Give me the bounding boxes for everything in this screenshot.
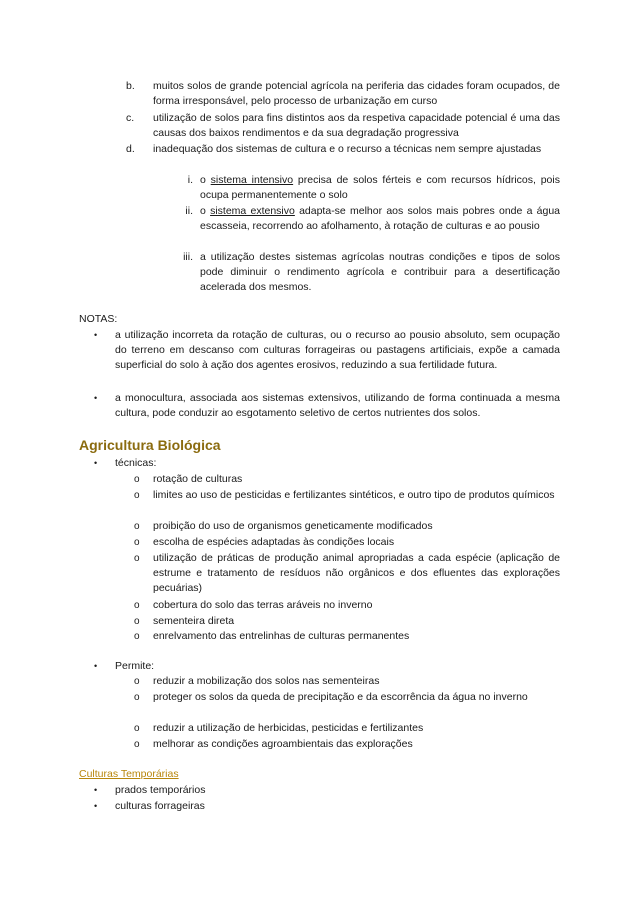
permite-text: proteger os solos da queda de precipitação e da escorrência da água no inverno [153, 691, 528, 703]
note-text: a monocultura, associada aos sistemas extensivos, utilizando de forma continuada a mesma cultura, pode conduzir ao esgotamento seletivo de certos nutrientes dos solos. [115, 392, 560, 420]
circle-bullet-icon: o [134, 474, 140, 485]
list-item-ii [160, 204, 560, 234]
term-sistema-intensivo: sistema intensivo [210, 174, 294, 186]
tecnica-item [134, 519, 560, 534]
tecnicas-label-item [94, 456, 560, 471]
tecnicas-label: técnicas: [115, 457, 157, 469]
circle-bullet-icon: o [134, 692, 140, 703]
circle-bullet-icon: o [134, 600, 140, 611]
section-heading-agricultura-biologica: Agricultura Biológica [79, 437, 221, 453]
term-sistema-extensivo: sistema extensivo [210, 205, 295, 217]
list-item-text: o sistema extensivo adapta-se melhor aos solos mais pobres onde a água escasseia, recorrendo ao afolhamento, à rotação de culturas e ao pousio [200, 205, 560, 233]
cultura-text: culturas forrageiras [115, 800, 205, 812]
permite-item [134, 674, 560, 689]
tecnica-item [134, 488, 560, 503]
list-item-iii [160, 250, 560, 296]
circle-bullet-icon: o [134, 537, 140, 548]
list-item-text: utilização de solos para fins distintos aos da respetiva capacidade potencial é uma das causas dos baixos rendimentos e da sua degradação progressiva [153, 112, 560, 140]
list-marker: c. [126, 112, 135, 124]
tecnica-item [134, 629, 560, 644]
cultura-item [94, 799, 560, 814]
permite-text: melhorar as condições agroambientais das explorações [153, 738, 413, 750]
list-item-d [126, 142, 560, 157]
list-item-i [160, 173, 560, 203]
tecnica-item [134, 535, 560, 550]
cultura-text: prados temporários [115, 784, 206, 796]
tecnica-item [134, 551, 560, 597]
permite-text: reduzir a utilização de herbicidas, pesticidas e fertilizantes [153, 722, 424, 734]
circle-bullet-icon: o [134, 739, 140, 750]
permite-label: Permite: [115, 660, 155, 672]
note-item [94, 391, 560, 421]
tecnica-text: proibição do uso de organismos geneticamente modificados [153, 520, 433, 532]
bullet-icon: • [94, 785, 98, 795]
list-item-text: muitos solos de grande potencial agrícola na periferia das cidades foram ocupados, de forma irresponsável, pelo processo de urbanização em curso [153, 80, 560, 108]
list-marker: iii. [183, 251, 193, 263]
bullet-icon: • [94, 661, 98, 671]
tecnica-item [134, 614, 560, 629]
permite-text: reduzir a mobilização dos solos nas sementeiras [153, 675, 380, 687]
bullet-icon: • [94, 393, 98, 403]
tecnica-item [134, 472, 560, 487]
permite-label-item [94, 659, 560, 674]
list-item-text: inadequação dos sistemas de cultura e o recurso a técnicas nem sempre ajustadas [153, 143, 542, 155]
circle-bullet-icon: o [134, 521, 140, 532]
section-link-culturas-temporarias[interactable]: Culturas Temporárias [79, 768, 179, 780]
bullet-icon: • [94, 458, 98, 468]
list-item-b [126, 79, 560, 109]
tecnica-text: escolha de espécies adaptadas às condições locais [153, 536, 395, 548]
bullet-icon: • [94, 330, 98, 340]
permite-item [134, 721, 560, 736]
tecnica-text: rotação de culturas [153, 473, 243, 485]
tecnica-text: limites ao uso de pesticidas e fertilizantes sintéticos, e outro tipo de produtos químicos [153, 489, 555, 501]
tecnica-item [134, 598, 560, 613]
notes-heading: NOTAS: [79, 313, 118, 325]
permite-item [134, 690, 560, 705]
list-marker: i. [187, 174, 193, 186]
list-item-text: a utilização destes sistemas agrícolas noutras condições e tipos de solos pode diminuir o rendimento agrícola e contribuir para a desertificação acelerada dos mesmos. [200, 251, 560, 294]
circle-bullet-icon: o [134, 631, 140, 642]
list-marker: ii. [185, 205, 193, 217]
circle-bullet-icon: o [134, 490, 140, 501]
bullet-icon: • [94, 801, 98, 811]
list-marker: d. [126, 143, 135, 155]
circle-bullet-icon: o [134, 676, 140, 687]
list-item-text: o sistema intensivo precisa de solos férteis e com recursos hídricos, pois ocupa permanentemente o solo [200, 174, 560, 202]
permite-item [134, 737, 560, 752]
note-item [94, 328, 560, 374]
cultura-item [94, 783, 560, 798]
tecnica-text: utilização de práticas de produção animal apropriadas a cada espécie (aplicação de estrume e tratamento de resíduos não orgânicos e dos efluentes das explorações pecuárias) [153, 552, 560, 595]
circle-bullet-icon: o [134, 553, 140, 564]
list-item-c [126, 111, 560, 141]
tecnica-text: sementeira direta [153, 615, 235, 627]
circle-bullet-icon: o [134, 723, 140, 734]
note-text: a utilização incorreta da rotação de culturas, ou o recurso ao pousio absoluto, sem ocupação do terreno em descanso com culturas forrageiras ou pastagens artificiais, expõe a camada superficial do solo à ação dos agentes erosivos, reduzindo a sua fertilidade futura. [115, 329, 560, 372]
list-marker: b. [126, 80, 135, 92]
circle-bullet-icon: o [134, 616, 140, 627]
tecnica-text: cobertura do solo das terras aráveis no inverno [153, 599, 373, 611]
tecnica-text: enrelvamento das entrelinhas de culturas permanentes [153, 630, 410, 642]
